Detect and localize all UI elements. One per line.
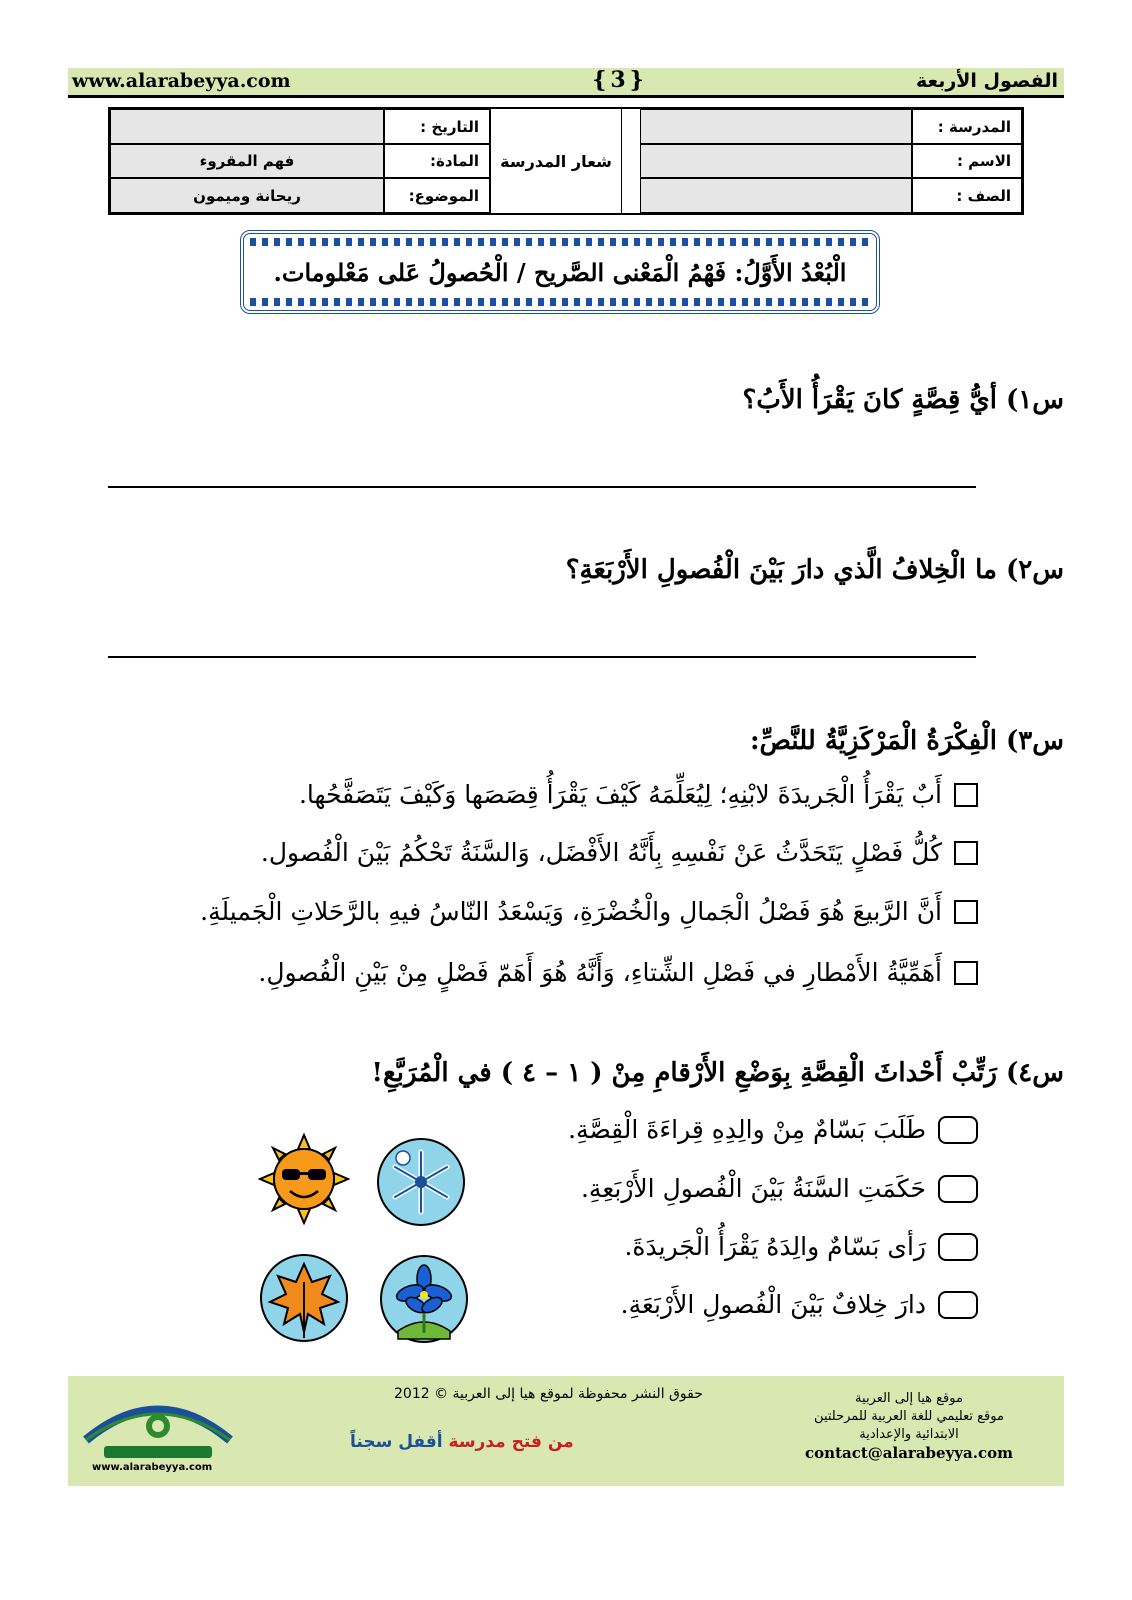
footer-info-line-2: موقع تعليمي للغة العربية للمرحلتين [814,1409,1004,1424]
logo-url[interactable]: www.alarabeyya.com [92,1462,213,1473]
q3-option [261,838,978,867]
subject-value: فهم المقروء [110,144,384,178]
contact-email[interactable]: contact@alarabeyya.com [805,1444,1013,1462]
class-label: الصف : [912,178,1022,213]
sun-icon [258,1133,350,1225]
slogan-part-b: أقفل سجناً [350,1432,443,1452]
site-url[interactable]: www.alarabeyya.com [72,70,291,92]
page-number: { 3 } [588,67,648,93]
topic-value: ريحانة وميمون [110,178,384,213]
answer-line-1[interactable] [108,486,976,488]
q3-option-text: أَهَمِّيَّةُ الأَمْطارِ في فَصْلِ الشِّتاءِ، وَأَنَّهُ هُوَ أَهَمّ فَصْلٍ مِنْ بَيْنِ الْفُصولِ. [258,958,942,987]
footer-info-line-1: موقع هيا إلى العربية [855,1391,963,1406]
topic-label: الموضوع: [384,178,490,213]
q4-event-text: رَأى بَسّامٌ والِدَهُ يَقْرَأُ الْجَريدَةَ. [624,1232,926,1261]
q3-option [200,897,978,926]
date-label: التاريخ : [384,109,490,144]
footer-info [794,1390,1024,1462]
document-title: الفصول الأربعة [915,70,1058,92]
question-3: س٣) الْفِكْرَةُ الْمَرْكَزِيَّةُ للنَّصِّ: [749,726,1064,756]
q4-event-text: دارَ خِلافٌ بَيْنَ الْفُصولِ الأَرْبَعَةِ. [620,1290,926,1319]
slogan-part-a: من فتح مدرسة [448,1432,574,1452]
footer-bar [68,1376,1064,1486]
subject-label: المادة: [384,144,490,178]
q4-event [624,1232,978,1261]
q4-event [581,1174,978,1203]
q4-rank-box[interactable] [938,1116,978,1144]
question-2: س٢) ما الْخِلافُ الَّذي دارَ بَيْنَ الْفُصولِ الأَرْبَعَةِ؟ [565,555,1064,585]
question-1: س١) أيُّ قِصَّةٍ كانَ يَقْرَأُ الأَبُ؟ [742,385,1064,415]
q4-rank-box[interactable] [938,1233,978,1261]
header-bar [68,68,1064,98]
q3-option-checkbox[interactable] [954,961,978,985]
q3-option [299,780,978,809]
school-field[interactable] [640,109,912,144]
q4-rank-box[interactable] [938,1175,978,1203]
school-label: المدرسة : [912,109,1022,144]
q4-event-text: حَكَمَتِ السَّنَةُ بَيْنَ الْفُصولِ الأَرْبَعِةِ. [580,1174,926,1203]
snowflake-icon [375,1136,467,1228]
q4-event [621,1290,978,1319]
q4-event [568,1115,978,1144]
autumn-leaf-icon [258,1252,350,1344]
footer-info-line-3: الابتدائية والإعدادية [859,1427,959,1442]
class-field[interactable] [640,178,912,213]
school-logo-placeholder: شعار المدرسة [490,109,622,213]
name-field[interactable] [640,144,912,178]
section-title: الْبُعْدُ الأَوَّلُ: فَهْمُ الْمَعْنى الصَّريح / الْحُصولُ عَلى مَعْلومات. [273,257,847,287]
q4-rank-box[interactable] [938,1291,978,1319]
date-field[interactable] [110,109,384,144]
q4-event-text: طَلَبَ بَسّامٌ مِنْ والِدِهِ قِراءَةَ الْقِصَّةِ. [568,1115,926,1144]
slogan [350,1432,574,1452]
flower-icon [378,1253,470,1345]
q3-option-text: كُلُّ فَصْلٍ يَتَحَدَّثُ عَنْ نَفْسِهِ بِأَنَّهُ الأَفْضَل، وَالسَّنَةُ تَحْكُمُ بَيْنَ الْفُصول. [260,838,942,867]
student-info-table [108,107,1024,215]
q3-option-checkbox[interactable] [954,841,978,865]
q3-option-text: أَنَّ الرَّبيعَ هُوَ فَصْلُ الْجَمالِ والْخُضْرَةِ، وَيَسْعَدُ النّاسُ فيهِ بالرَّحَلاتِ الْجَميلَةِ. [200,897,942,926]
name-label: الاسم : [912,144,1022,178]
section-title-frame [240,230,880,314]
answer-line-2[interactable] [108,656,976,658]
copyright-notice: حقوق النشر محفوظة لموقع هيا إلى العربية © 2012 [394,1386,703,1402]
q3-option-text: أَبٌ يَقْرَأُ الْجَريدَةَ لابْنِهِ؛ لِيُعَلِّمَهُ كَيْفَ يَقْرَأُ قِصَصَها وَكَيْفَ يَتَصَفَّحُها. [298,780,942,809]
q3-option [258,958,978,987]
question-4: س٤) رَتِّبْ أَحْداثَ الْقِصَّةِ بِوَضْعِ الأَرْقامِ مِنْ ( ١ – ٤ ) في الْمُرَبَّعِ! [371,1058,1064,1088]
q3-option-checkbox[interactable] [954,900,978,924]
q3-option-checkbox[interactable] [954,783,978,807]
